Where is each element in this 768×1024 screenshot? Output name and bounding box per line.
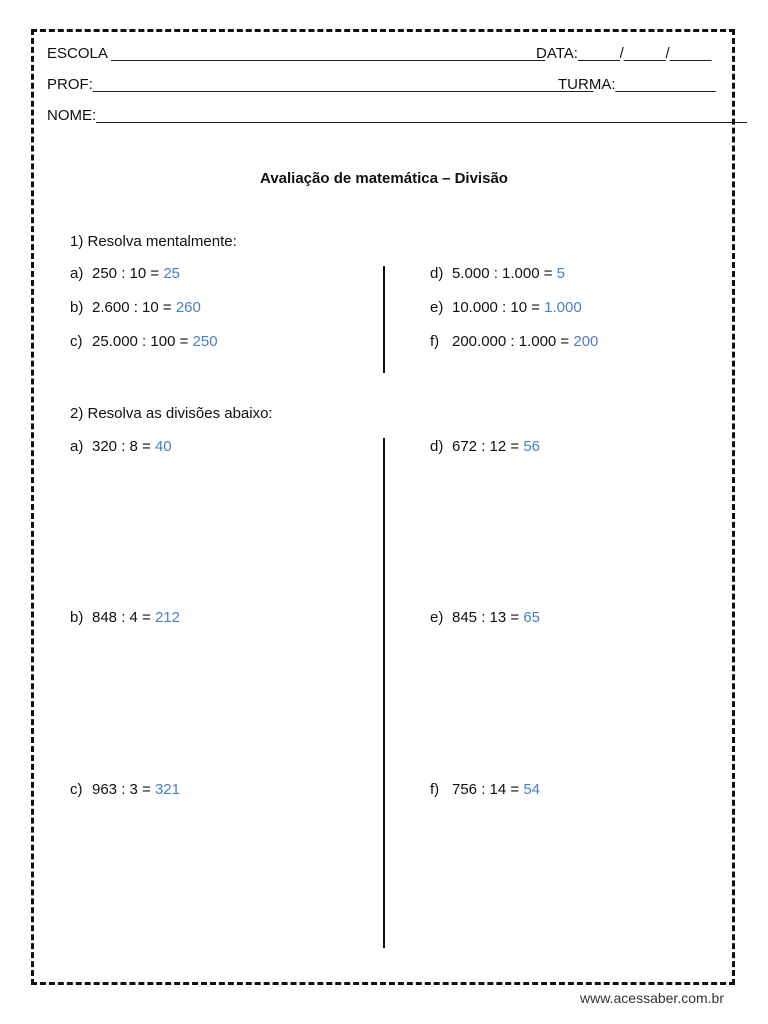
escola-field[interactable]: ESCOLA ____________________________________________________ — [47, 45, 545, 62]
item-letter: c) — [70, 781, 83, 798]
item-expression: 200.000 : 1.000 = — [452, 333, 574, 350]
item-letter: d) — [430, 265, 444, 282]
item-letter: b) — [70, 299, 84, 316]
item-expression: 2.600 : 10 = — [92, 299, 176, 316]
item-answer: 56 — [523, 438, 540, 455]
item-answer: 54 — [523, 781, 540, 798]
column-divider — [383, 438, 385, 948]
item-letter: b) — [70, 609, 84, 626]
item-letter: e) — [430, 609, 444, 626]
item-expression: 320 : 8 = — [92, 438, 155, 455]
page-title: Avaliação de matemática – Divisão — [260, 170, 508, 187]
q2-item-f — [430, 781, 540, 799]
item-letter: a) — [70, 265, 84, 282]
item-expression: 848 : 4 = — [92, 609, 155, 626]
item-letter: f) — [430, 333, 440, 350]
item-answer: 1.000 — [544, 299, 582, 316]
q1-item-c — [70, 333, 218, 351]
column-divider — [383, 266, 385, 373]
footer-website: www.acessaber.com.br — [580, 990, 724, 1006]
item-letter: f) — [430, 781, 440, 798]
item-expression: 5.000 : 1.000 = — [452, 265, 557, 282]
item-expression: 756 : 14 = — [452, 781, 524, 798]
item-expression: 10.000 : 10 = — [452, 299, 545, 316]
question-1-heading: 1) Resolva mentalmente: — [70, 233, 237, 250]
item-expression: 250 : 10 = — [92, 265, 164, 282]
question-2-heading: 2) Resolva as divisões abaixo: — [70, 405, 273, 422]
nome-field[interactable]: NOME:______________________________________________________________________________ — [47, 107, 747, 124]
item-expression: 963 : 3 = — [92, 781, 155, 798]
item-expression: 25.000 : 100 = — [92, 333, 193, 350]
q2-item-a — [70, 438, 172, 456]
q2-item-e — [430, 609, 540, 627]
item-answer: 200 — [573, 333, 599, 350]
prof-field[interactable]: PROF:____________________________________________________________ — [47, 76, 594, 93]
item-answer: 5 — [556, 265, 566, 282]
item-answer: 40 — [154, 438, 172, 455]
data-field[interactable]: DATA:_____/_____/_____ — [536, 45, 712, 62]
item-expression: 672 : 12 = — [452, 438, 524, 455]
item-answer: 321 — [154, 781, 180, 798]
item-letter: e) — [430, 299, 444, 316]
item-answer: 212 — [154, 609, 180, 626]
item-answer: 260 — [175, 299, 201, 316]
item-answer: 250 — [192, 333, 218, 350]
q1-item-e — [430, 299, 582, 317]
item-letter: d) — [430, 438, 444, 455]
q1-item-b — [70, 299, 201, 317]
q2-item-c — [70, 781, 180, 799]
item-answer: 25 — [163, 265, 180, 282]
q2-item-b — [70, 609, 180, 627]
item-answer: 65 — [523, 609, 540, 626]
item-letter: c) — [70, 333, 83, 350]
turma-field[interactable]: TURMA:____________ — [558, 76, 716, 93]
q1-item-f — [430, 333, 598, 351]
q1-item-a — [70, 265, 180, 283]
q1-item-d — [430, 265, 565, 283]
item-letter: a) — [70, 438, 84, 455]
item-expression: 845 : 13 = — [452, 609, 524, 626]
q2-item-d — [430, 438, 540, 456]
